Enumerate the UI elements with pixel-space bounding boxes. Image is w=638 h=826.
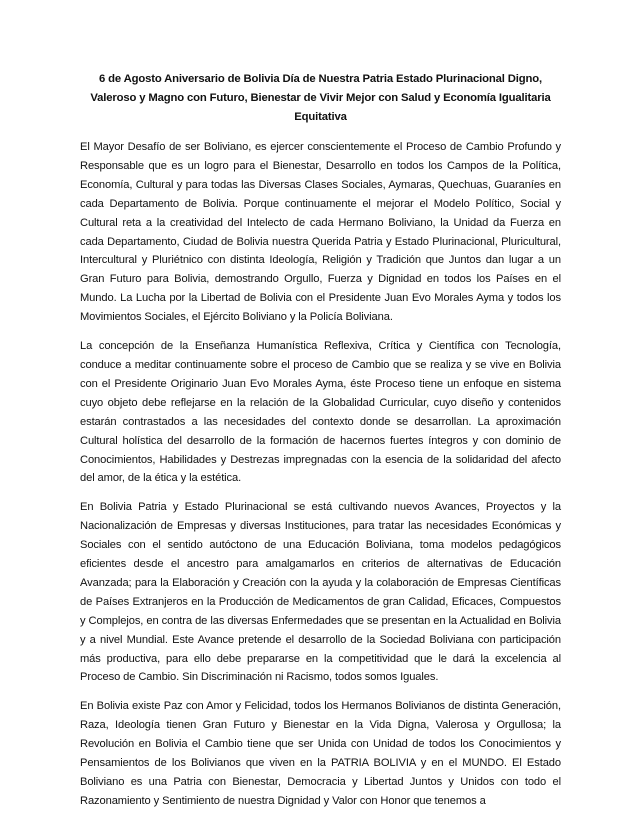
paragraph-2: La concepción de la Enseñanza Humanística Reflexiva, Crítica y Científica con Tecnología, conduce a meditar continuamente sobre el proceso de Cambio que se realiza y se vive en Bolivia con el Presidente Originario Juan Evo Morales Ayma, éste Proceso tiene un enfoque en sistema cuyo objeto debe reflejarse en la relación de la Globalidad Curricular, cuyo diseño y contenidos estarán contrastados a las necesidades del contexto donde se desarrollan. La aproximación Cultural holística del desarrollo de la formación de hacernos fuertes íntegros y con dominio de Conocimientos, Habilidades y Destrezas impregnadas con la esencia de la solidaridad del afecto del amor, de la ética y la estética. [80,340,561,485]
document-body [80,70,561,821]
paragraph-1: El Mayor Desafío de ser Boliviano, es ejercer conscientemente el Proceso de Cambio Profundo y Responsable que es un logro para el Bienestar, Desarrollo en todos los Campos de la Política, Economía, Cultural y para todas las Diversas Clases Sociales, Aymaras, Quechuas, Guaraníes en cada Departamento de Bolivia. Porque continuamente el mejorar el Modelo Político, Social y Cultural reta a la creatividad del Intelecto de cada Hermano Boliviano, la Unidad da Fuerza en cada Departamento, Ciudad de Bolivia nuestra Querida Patria y Estado Plurinacional, Pluricultural, Intercultural y Pluriétnico con distinta Ideología, Religión y Tradición que Juntos dan lugar a un Gran Futuro para Bolivia, demostrando Orgullo, Fuerza y Dignidad en todos los Países en el Mundo. La Lucha por la Libertad de Bolivia con el Presidente Juan Evo Morales Ayma y todos los Movimientos Sociales, el Ejército Boliviano y la Policía Boliviana. [80,141,561,324]
paragraph-4: En Bolivia existe Paz con Amor y Felicidad, todos los Hermanos Bolivianos de distinta Generación, Raza, Ideología tienen Gran Futuro y Bienestar en la Vida Digna, Valerosa y Orgullosa; la Revolución en Bolivia el Cambio tiene que ser Unida con Unidad de todos los Conocimientos y Pensamientos de los Bolivianos que viven en la PATRIA BOLIVIA y en el MUNDO. El Estado Boliviano es una Patria con Bienestar, Democracia y Libertad Juntos y Unidos con todo el Razonamiento y Sentimiento de nuestra Dignidad y Valor con Honor que tenemos a [80,700,561,807]
document-heading: 6 de Agosto Aniversario de Bolivia Día de Nuestra Patria Estado Plurinacional Digno, Valeroso y Magno con Futuro, Bienestar de Vivir Mejor con Salud y Economía Igualitaria Equitativa [90,73,551,123]
paragraph-3: En Bolivia Patria y Estado Plurinacional se está cultivando nuevos Avances, Proyectos y la Nacionalización de Empresas y diversas Instituciones, para tratar las necesidades Económicas y Sociales con el sentido autóctono de una Educación Boliviana, toma modelos pedagógicos eficientes desde el ancestro para amalgamarlos en criterios de alternativas de Educación Avanzada; para la Elaboración y Creación con la ayuda y la colaboración de Empresas Científicas de Países Extranjeros en la Producción de Medicamentos de gran Calidad, Eficaces, Compuestos y Complejos, en contra de las diversas Enfermedades que se presentan en la Actualidad en Bolivia y a nivel Mundial. Este Avance pretende el desarrollo de la Sociedad Boliviana con participación más productiva, para ello debe prepararse en la competitividad que le dará la excelencia al Proceso de Cambio. Sin Discriminación ni Racismo, todos somos Iguales. [80,501,561,684]
